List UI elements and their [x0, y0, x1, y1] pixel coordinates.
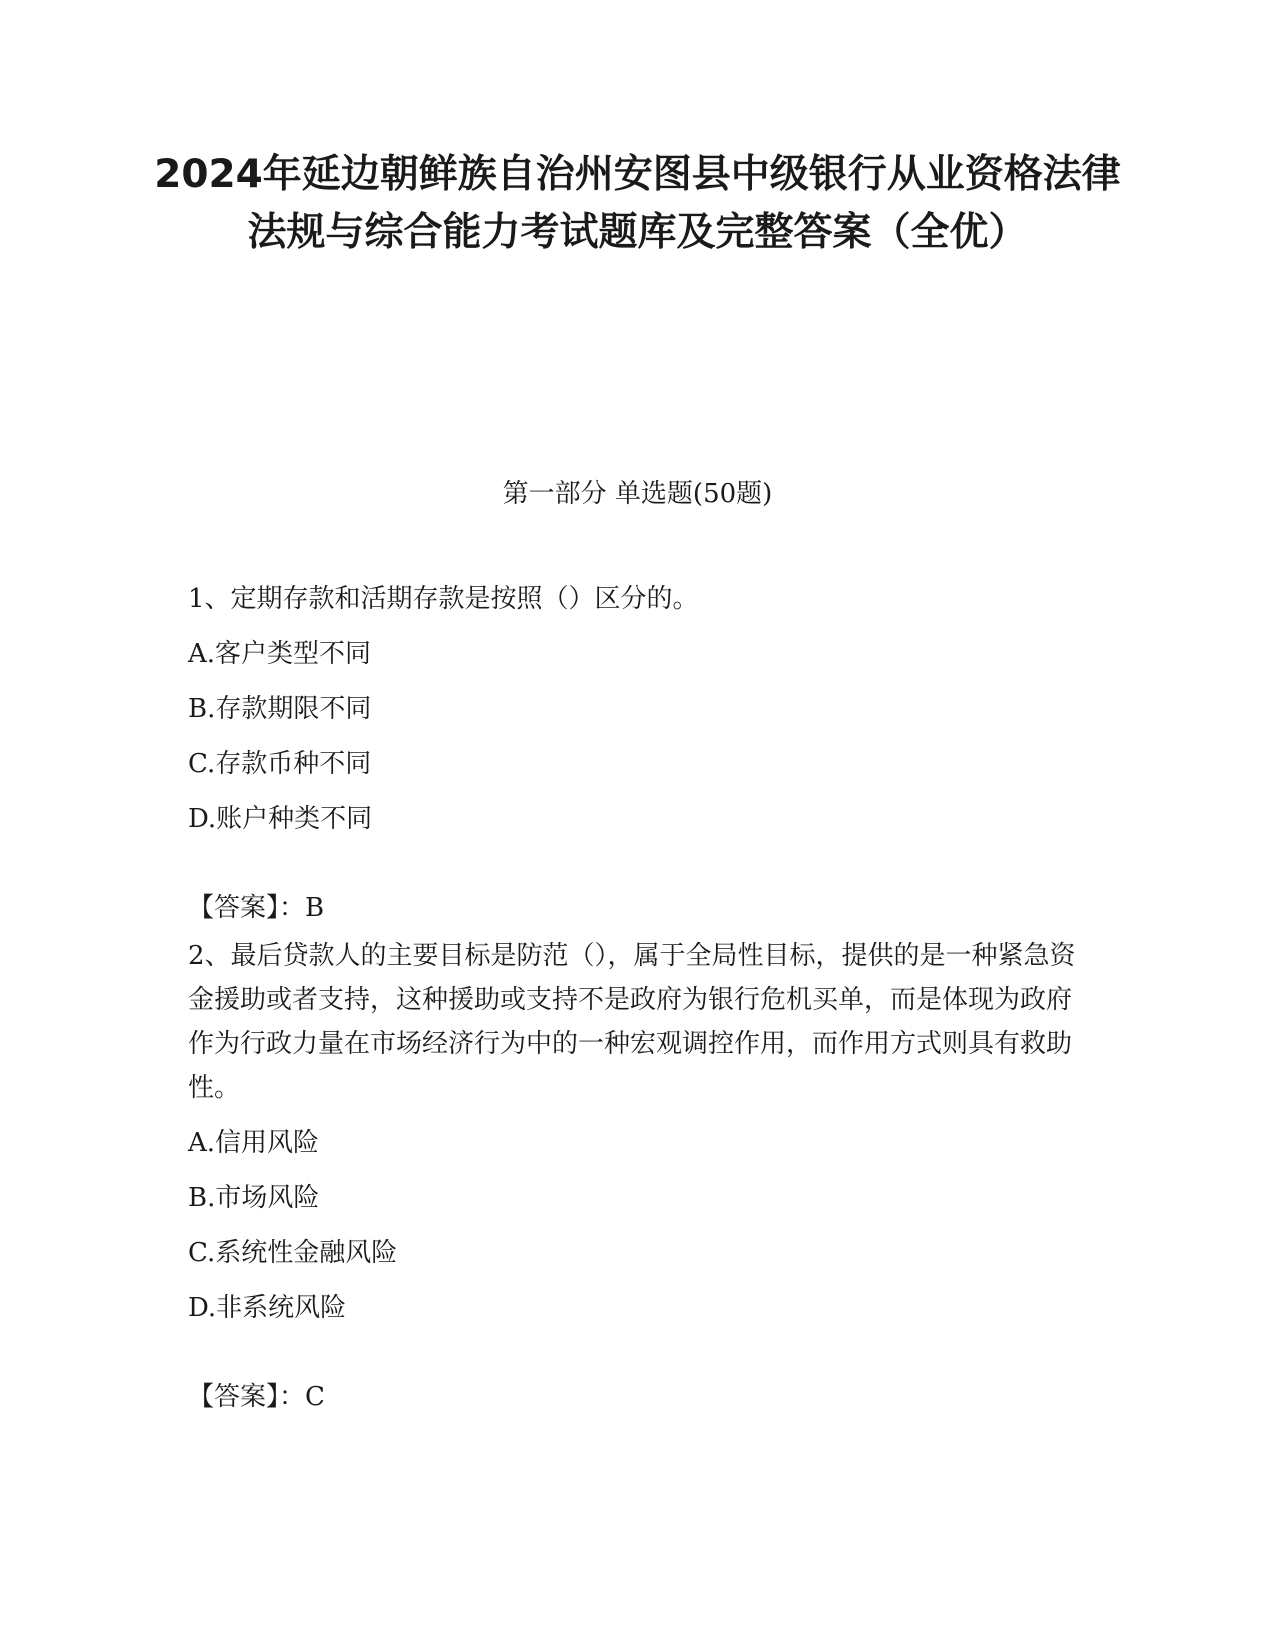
option-c: C.存款币种不同	[188, 749, 372, 779]
option-a: A.信用风险	[188, 1128, 320, 1158]
option-b: B.存款期限不同	[188, 694, 372, 724]
question-list	[188, 577, 1088, 1419]
answer-label: 【答案】：	[188, 893, 306, 923]
option-a: A.客户类型不同	[188, 639, 372, 669]
section-heading: 第一部分 单选题(50题)	[502, 479, 773, 509]
option-c: C.系统性金融风险	[188, 1238, 398, 1268]
answer-value: B	[305, 893, 325, 923]
document-title: 2024年延边朝鲜族自治州安图县中级银行从业资格法律法规与综合能力考试题库及完整答案（全优）	[154, 152, 1121, 255]
answer-line	[188, 1375, 1088, 1419]
option-d: D.非系统风险	[188, 1293, 347, 1323]
question-item	[188, 934, 1088, 1419]
question-stem: 2、最后贷款人的主要目标是防范（），属于全局性目标，提供的是一种紧急资金援助或者支持，这种援助或支持不是政府为银行危机买单，而是体现为政府作为行政力量在市场经济行为中的一种宏观调控作用，而作用方式则具有救助性。	[188, 941, 1076, 1103]
answer-value: C	[305, 1382, 325, 1412]
question-item	[188, 577, 1088, 930]
question-stem: 1、定期存款和活期存款是按照（）区分的。	[188, 584, 699, 614]
option-d: D.账户种类不同	[188, 804, 373, 834]
answer-label: 【答案】：	[188, 1382, 306, 1412]
answer-line	[188, 886, 1088, 930]
option-b: B.市场风险	[188, 1183, 320, 1213]
